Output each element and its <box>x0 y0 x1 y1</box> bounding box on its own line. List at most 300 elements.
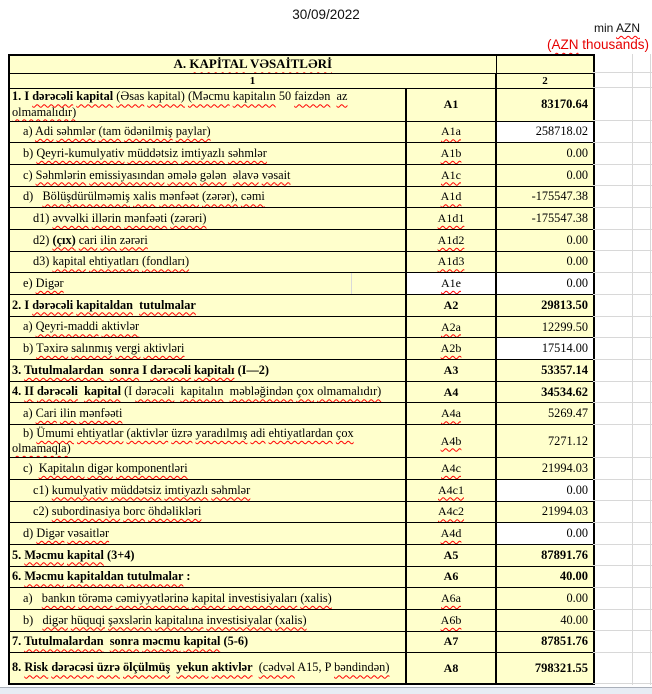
text-run: əvvəlki <box>52 210 89 225</box>
table-row <box>9 403 594 425</box>
description-run <box>23 168 290 182</box>
text-run: Bölüşdürülməmiş <box>42 189 130 204</box>
text-run: b) <box>23 425 34 440</box>
text-run: 7. <box>12 634 22 649</box>
row-description[interactable] <box>9 544 406 566</box>
row-code[interactable] <box>406 338 496 360</box>
text-run: Qeyri-kumulyativ <box>36 145 125 160</box>
row-code[interactable] <box>406 164 496 186</box>
text-run: P <box>324 660 332 675</box>
row-code[interactable] <box>406 121 496 143</box>
row-value[interactable]: 798321.55 <box>496 653 594 684</box>
row-code[interactable] <box>406 566 496 588</box>
description-bold-run <box>12 569 190 583</box>
code-text: A1d1 <box>437 211 465 226</box>
column-header-row <box>9 73 594 88</box>
row-description[interactable] <box>9 479 406 501</box>
code-text: A1d2 <box>437 232 465 247</box>
table-row <box>9 186 594 208</box>
table-row <box>9 88 594 121</box>
text-run: b) <box>23 145 34 160</box>
sheet-gridline-h <box>593 250 652 251</box>
capital-table <box>8 54 595 685</box>
row-description[interactable] <box>9 143 406 165</box>
table-title-empty-cell[interactable] <box>496 55 594 73</box>
text-run: d) <box>23 189 34 204</box>
row-description[interactable] <box>9 631 406 653</box>
row-code[interactable] <box>406 316 496 338</box>
text-run: a) <box>23 124 33 139</box>
text-run: kapital <box>183 634 221 649</box>
sheet-gridline-h <box>593 457 652 458</box>
text-run: kapitalına <box>154 612 204 627</box>
row-value[interactable]: 0.00 <box>496 273 594 295</box>
text-run: ilin <box>59 406 77 421</box>
text-run: məbləğindən <box>229 384 294 399</box>
text-run: dərəcəsi <box>51 660 94 675</box>
text-run: c2) <box>33 504 49 519</box>
row-description[interactable] <box>9 381 406 403</box>
row-description[interactable] <box>9 360 406 382</box>
text-run: ödənilmiş <box>124 124 173 139</box>
description-bold-run <box>12 89 113 103</box>
text-run: kapital <box>84 384 121 399</box>
sheet-gridline-h <box>593 381 652 382</box>
sheet-gridline-h <box>593 87 652 88</box>
unit-note-red-post: thousands) <box>578 37 649 52</box>
code-text: A4c <box>441 460 461 475</box>
table-row <box>9 208 594 230</box>
table-row <box>9 229 594 251</box>
code-text: A8 <box>443 660 459 675</box>
row-description[interactable] <box>9 208 406 230</box>
text-run: tutulmalar <box>139 297 196 312</box>
text-run: səhmlər <box>211 482 251 497</box>
text-run: kapitalın <box>232 89 276 104</box>
text-run: bankın <box>41 590 76 605</box>
text-run: törəmə <box>78 590 113 605</box>
text-run: subordinasiya <box>51 504 121 519</box>
table-row <box>9 360 594 382</box>
text-run: yekun <box>176 660 209 675</box>
row-description[interactable] <box>9 88 406 121</box>
text-run: c1) <box>33 482 49 497</box>
text-run: Qeyri-maddi <box>35 319 99 334</box>
description-run <box>33 254 189 268</box>
code-text: A1a <box>441 124 461 139</box>
text-run: çox <box>296 384 314 399</box>
col-header-desc[interactable]: 1 <box>9 73 496 88</box>
text-run: a) <box>23 319 33 334</box>
row-description[interactable] <box>9 523 406 545</box>
sheet-gridline-h <box>593 120 652 121</box>
text-run: (xalis) <box>300 590 332 605</box>
row-value[interactable]: 12299.50 <box>496 316 594 338</box>
table-row <box>9 566 594 588</box>
text-run: bəndindən) <box>334 660 390 675</box>
text-run: emissiyasından <box>89 167 165 182</box>
row-code[interactable] <box>406 208 496 230</box>
text-run: vəsaitlər <box>67 525 110 540</box>
description-run <box>253 660 390 674</box>
unit-note-red-pre: ( <box>546 37 552 52</box>
sheet-gridline-h <box>593 522 652 523</box>
table-row <box>9 479 594 501</box>
text-run: sonra <box>109 362 140 377</box>
text-run: cari <box>78 232 98 247</box>
text-run: Kapitalın <box>38 460 85 475</box>
code-text: A1 <box>443 97 459 111</box>
text-run: illərin <box>91 210 122 225</box>
text-run: imtiyazlı <box>164 482 209 497</box>
description-run <box>76 233 148 247</box>
row-value[interactable]: 87851.76 <box>496 631 594 653</box>
text-run: I <box>24 89 30 104</box>
text-run: xalis <box>133 189 157 204</box>
row-value[interactable]: 0.00 <box>496 143 594 165</box>
text-run: kapital) <box>147 89 185 104</box>
sheet-gridline-h <box>593 652 652 653</box>
row-code[interactable] <box>406 381 496 403</box>
row-code[interactable] <box>406 631 496 653</box>
row-value[interactable]: 7271.12 <box>496 425 594 458</box>
text-run: (cədvəl <box>258 660 295 675</box>
text-run: mənfəəti <box>124 210 168 225</box>
unit-note-min-azn <box>594 21 640 35</box>
sheet-gridline-h <box>593 402 652 403</box>
sheet-gridline-h <box>593 544 652 545</box>
sheet-gridline-h <box>593 500 652 501</box>
text-run: şəxslərin <box>108 612 152 627</box>
text-run: A. <box>173 56 187 72</box>
table-row <box>9 425 594 458</box>
description-run <box>23 341 184 355</box>
row-description[interactable] <box>9 588 406 610</box>
table-row <box>9 501 594 523</box>
sheet-gridline-h <box>593 683 652 684</box>
row-value[interactable]: 40.00 <box>496 609 594 631</box>
table-row <box>9 164 594 186</box>
col-header-value[interactable]: 2 <box>496 73 594 88</box>
row-value[interactable]: 17514.00 <box>496 338 594 360</box>
row-value[interactable]: 0.00 <box>496 588 594 610</box>
row-code[interactable] <box>406 295 496 317</box>
text-run: investisiyaları <box>228 590 298 605</box>
row-value[interactable]: 83170.64 <box>496 88 594 121</box>
text-run: ilin <box>100 232 117 247</box>
text-run: (zərəri) <box>170 210 207 225</box>
row-description[interactable] <box>9 338 406 360</box>
text-run: digər <box>87 460 113 475</box>
text-run: (I <box>124 384 133 399</box>
sheet-gridline-h <box>593 359 652 360</box>
sheet-gridline-h <box>593 272 652 273</box>
row-value[interactable]: 0.00 <box>496 251 594 273</box>
unit-note-azn-thousands <box>547 37 649 52</box>
text-run: 8. <box>12 660 22 675</box>
text-run: II <box>24 384 34 399</box>
description-run <box>23 613 307 627</box>
text-run: 5. <box>12 547 22 562</box>
row-description[interactable] <box>9 458 406 480</box>
text-run: öhdəlikləri <box>148 504 202 519</box>
row-code[interactable] <box>406 273 496 295</box>
row-code[interactable] <box>406 143 496 165</box>
text-run: məcmu <box>142 634 181 649</box>
row-code[interactable] <box>406 425 496 458</box>
text-run: Digər <box>35 276 64 291</box>
sheet-gridline-h <box>593 630 652 631</box>
text-run: salınmış <box>71 341 113 356</box>
text-run: səhmlər <box>227 145 267 160</box>
text-run: cəmi <box>240 189 265 204</box>
text-run: dərəcəli <box>135 384 175 399</box>
row-code[interactable] <box>406 653 496 684</box>
table-row <box>9 121 594 143</box>
description-bold-run <box>12 634 248 648</box>
sheet-gridline-h <box>593 587 652 588</box>
row-description[interactable] <box>9 425 406 458</box>
code-text: A4a <box>441 406 461 421</box>
text-run: VƏSAİTLƏRİ <box>249 56 333 72</box>
description-run <box>12 426 357 455</box>
text-run: müddətsiz <box>127 145 179 160</box>
row-code[interactable] <box>406 251 496 273</box>
row-value[interactable]: 29813.50 <box>496 295 594 317</box>
text-run: mənfəəti <box>79 406 123 421</box>
text-run: 1. <box>12 89 22 104</box>
row-description[interactable] <box>9 295 406 317</box>
row-code[interactable] <box>406 458 496 480</box>
row-value[interactable]: 40.00 <box>496 566 594 588</box>
code-text: A6 <box>443 569 459 584</box>
text-run: kumulyativ <box>51 482 108 497</box>
text-run: Adi <box>34 124 54 139</box>
text-run: olmamalıdır) <box>12 104 77 119</box>
row-code[interactable] <box>406 544 496 566</box>
text-run: yaradılmış <box>195 425 248 440</box>
row-code[interactable] <box>406 479 496 501</box>
sheet-gridline-h <box>593 72 652 73</box>
text-run: olmamalıdır) <box>317 384 382 399</box>
code-text: A4c1 <box>438 482 464 497</box>
table-row <box>9 588 594 610</box>
row-description[interactable] <box>9 403 406 425</box>
row-code[interactable] <box>406 360 496 382</box>
sheet-gridline-h <box>593 316 652 317</box>
row-value[interactable]: -175547.38 <box>496 186 594 208</box>
code-text: A2a <box>441 319 461 334</box>
text-run: A15, <box>297 660 322 675</box>
text-run: (xalis) <box>275 612 307 627</box>
table-row <box>9 458 594 480</box>
row-code[interactable] <box>406 186 496 208</box>
code-text: A1c <box>441 167 461 182</box>
text-run: I <box>142 362 148 377</box>
text-run: sonra <box>109 634 140 649</box>
text-run: 6. <box>12 569 22 584</box>
text-run: digər <box>42 612 68 627</box>
text-run: əmələ <box>167 167 197 182</box>
row-description[interactable] <box>9 316 406 338</box>
sheet-gridline-h <box>593 207 652 208</box>
code-text: A2 <box>443 297 459 312</box>
text-run: zərəri <box>119 232 148 247</box>
text-run: ehtiyatları <box>89 254 139 269</box>
text-run: (3+4) <box>106 547 135 562</box>
row-value[interactable]: 87891.76 <box>496 544 594 566</box>
text-run: e) <box>23 276 33 291</box>
text-run: a) <box>23 590 33 605</box>
description-run <box>23 319 139 333</box>
text-run: I <box>24 297 30 312</box>
sheet-gridline-h <box>593 229 652 230</box>
text-run: d3) <box>33 254 50 269</box>
row-value[interactable]: 5269.47 <box>496 403 594 425</box>
row-code[interactable] <box>406 229 496 251</box>
text-run: 3. <box>12 362 22 377</box>
row-description[interactable] <box>9 566 406 588</box>
text-run: dərəcəli <box>150 362 192 377</box>
row-value[interactable]: -175547.38 <box>496 208 594 230</box>
table-row <box>9 609 594 631</box>
row-description[interactable] <box>9 501 406 523</box>
unit-note-red-azn: AZN <box>551 37 579 52</box>
text-run: Tutulmalardan <box>24 362 104 377</box>
text-run: (Əsas <box>116 89 145 104</box>
code-text: A4c2 <box>438 504 464 519</box>
row-value[interactable]: 21994.03 <box>496 501 594 523</box>
text-run: üzrə <box>96 660 120 675</box>
code-text: A7 <box>443 634 459 649</box>
code-text: A3 <box>443 362 459 377</box>
row-description[interactable] <box>9 609 406 631</box>
text-run: kapital <box>191 590 226 605</box>
sheet-gridline-h <box>593 609 652 610</box>
row-code[interactable] <box>406 523 496 545</box>
text-run: ehtiyatlar <box>76 425 124 440</box>
description-run <box>23 276 64 290</box>
table-row <box>9 523 594 545</box>
text-run: Digər <box>36 525 65 540</box>
row-value[interactable]: 21994.03 <box>496 458 594 480</box>
text-run: (tam <box>98 124 122 139</box>
row-description[interactable] <box>9 164 406 186</box>
text-run: kapitaldan <box>76 297 133 312</box>
row-code[interactable] <box>406 403 496 425</box>
code-text: A4b <box>440 433 462 448</box>
code-text: A1e <box>441 276 461 291</box>
text-run: cəmiyyətlərinə <box>115 590 189 605</box>
description-run <box>23 591 332 605</box>
sheet-bottom-strip <box>0 688 652 694</box>
table-title-cell[interactable] <box>9 55 496 73</box>
text-run: ehtiyatlardan <box>268 425 333 440</box>
description-run <box>121 384 381 398</box>
row-code[interactable] <box>406 501 496 523</box>
sheet-gridline-h <box>593 185 652 186</box>
code-text: A2b <box>440 341 462 356</box>
row-description[interactable] <box>9 186 406 208</box>
row-description[interactable] <box>9 251 406 273</box>
text-run: çox <box>335 425 354 440</box>
report-date: 30/09/2022 <box>292 7 360 22</box>
text-run: dərəcəli <box>32 89 74 104</box>
text-run: (zərər), <box>202 189 238 204</box>
text-run: kapitaldan <box>67 569 124 584</box>
row-code[interactable] <box>406 609 496 631</box>
text-run: (fondları) <box>141 254 190 269</box>
text-run: aktivləri <box>143 341 185 356</box>
sheet-gridline-h <box>593 565 652 566</box>
text-run: ölçülmüş <box>123 660 171 675</box>
text-run: Cari <box>35 406 57 421</box>
text-run: kapitalın <box>180 384 224 399</box>
description-run <box>33 233 52 247</box>
sheet-gridline-v <box>650 54 651 685</box>
description-bold-run <box>12 660 253 674</box>
text-run: c) <box>23 460 33 475</box>
sheet-gridline-h <box>593 479 652 480</box>
text-run: (Məcmu <box>187 89 230 104</box>
text-run: faizdən <box>294 89 331 104</box>
row-value[interactable]: 0.00 <box>496 229 594 251</box>
row-description[interactable] <box>9 229 406 251</box>
row-code[interactable] <box>406 588 496 610</box>
description-bold-run <box>12 363 269 377</box>
row-value[interactable]: 0.00 <box>496 164 594 186</box>
text-run: az <box>336 89 348 104</box>
description-bold-run <box>12 384 121 398</box>
text-run: kapitalı <box>194 362 235 377</box>
text-run: paylar) <box>175 124 211 139</box>
description-run <box>23 461 188 475</box>
row-value[interactable]: 258718.02 <box>496 121 594 143</box>
row-description[interactable] <box>9 653 406 684</box>
row-description[interactable] <box>9 273 406 295</box>
text-run: vergi <box>115 341 141 356</box>
table-row <box>9 143 594 165</box>
code-text: A6a <box>441 591 461 606</box>
row-code[interactable] <box>406 88 496 121</box>
text-run: d2) <box>33 232 50 247</box>
text-run: Məcmu <box>24 569 64 584</box>
text-run: b) <box>23 341 34 356</box>
table-row <box>9 381 594 403</box>
sheet-gridline-h <box>593 294 652 295</box>
text-run: tutulmalar <box>126 569 184 584</box>
text-run: əlavə <box>232 167 259 182</box>
sheet-gridline-h <box>593 164 652 165</box>
table-row <box>9 653 594 684</box>
row-value[interactable]: 0.00 <box>496 523 594 545</box>
row-value[interactable]: 0.00 <box>496 479 594 501</box>
row-value[interactable]: 34534.62 <box>496 381 594 403</box>
text-run: kapital <box>76 89 114 104</box>
row-value[interactable]: 53357.14 <box>496 360 594 382</box>
description-run <box>23 189 265 203</box>
text-run: b) <box>23 612 34 627</box>
text-run: borc <box>123 504 146 519</box>
row-description[interactable] <box>9 121 406 143</box>
description-run <box>23 526 109 540</box>
text-run: 2. <box>12 297 22 312</box>
text-run: dərəcəli <box>32 297 74 312</box>
description-run <box>23 146 267 160</box>
text-run: vəsait <box>261 167 291 182</box>
table-row <box>9 251 594 273</box>
sheet-gridline-h <box>593 337 652 338</box>
